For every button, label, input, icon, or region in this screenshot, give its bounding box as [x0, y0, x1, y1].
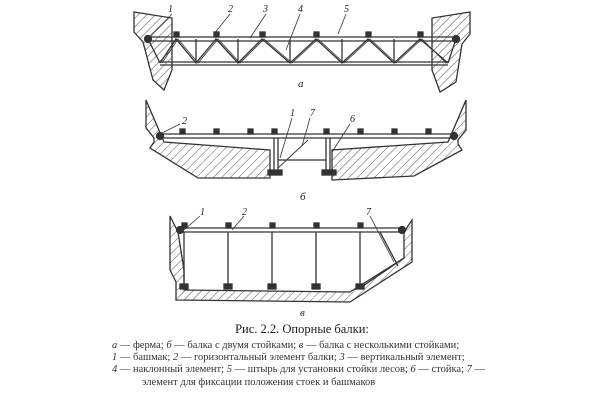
beam-diagram-c	[170, 216, 412, 302]
legend-segment: 3	[339, 352, 345, 364]
legend-segment: 5	[226, 364, 232, 376]
legend-line-1	[112, 340, 497, 352]
legend-segment: 7	[466, 364, 472, 376]
left-wall-b	[146, 100, 270, 178]
callout-a-5: 5	[344, 4, 349, 15]
callout-b-6: 6	[350, 114, 355, 125]
legend-line-3	[112, 364, 497, 376]
callout-b-2: 2	[182, 116, 187, 127]
legend-segment: 1	[112, 352, 118, 364]
callout-a-1: 1	[168, 4, 173, 15]
legend-segment: а	[112, 340, 118, 351]
left-wall-a	[134, 12, 172, 90]
part-letter-b: б	[300, 191, 306, 203]
legend-segment: — ферма;	[117, 340, 167, 351]
callout-c-1: 1	[200, 207, 205, 218]
callout-c-2: 2	[242, 207, 247, 218]
callout-b-7: 7	[310, 108, 315, 119]
pit-outline-c	[170, 216, 412, 302]
legend-line-2	[112, 352, 497, 364]
callout-a-2: 2	[228, 4, 233, 15]
legend-segment: — наклонный элемент;	[117, 364, 227, 376]
legend-segment: — стойка;	[415, 364, 467, 376]
legend-segment: б	[166, 340, 172, 351]
legend-segment: 2	[172, 352, 179, 364]
legend-segment: — горизонтальный элемент балки;	[178, 352, 340, 364]
callout-a-4: 4	[298, 4, 303, 15]
legend-segment: в	[298, 340, 304, 351]
legend-segment: 6	[410, 364, 416, 376]
legend-segment: элемент для фиксации положения стоек и башмаков	[142, 376, 376, 388]
legend-line-4	[112, 377, 497, 389]
callout-b-1: 1	[290, 108, 295, 119]
figure-caption: Рис. 2.2. Опорные балки:	[235, 322, 369, 336]
callout-c-7: 7	[366, 207, 371, 218]
legend-segment: — балка с двумя стойками;	[171, 340, 299, 351]
part-letter-a: а	[298, 78, 304, 90]
legend-segment: 4	[112, 364, 118, 376]
figure-legend	[112, 340, 497, 389]
legend-segment: — балка с несколькими стойками;	[303, 340, 460, 351]
legend-segment: — вертикальный элемент;	[344, 352, 465, 364]
beam-diagram-b	[146, 100, 466, 180]
part-letter-c: в	[300, 307, 305, 319]
legend-segment: —	[471, 364, 485, 376]
callout-a-3: 3	[263, 4, 268, 15]
right-wall-b	[332, 100, 466, 180]
legend-segment: — штырь для установки стойки лесов;	[231, 364, 411, 376]
legend-segment: — башмак;	[117, 352, 173, 364]
